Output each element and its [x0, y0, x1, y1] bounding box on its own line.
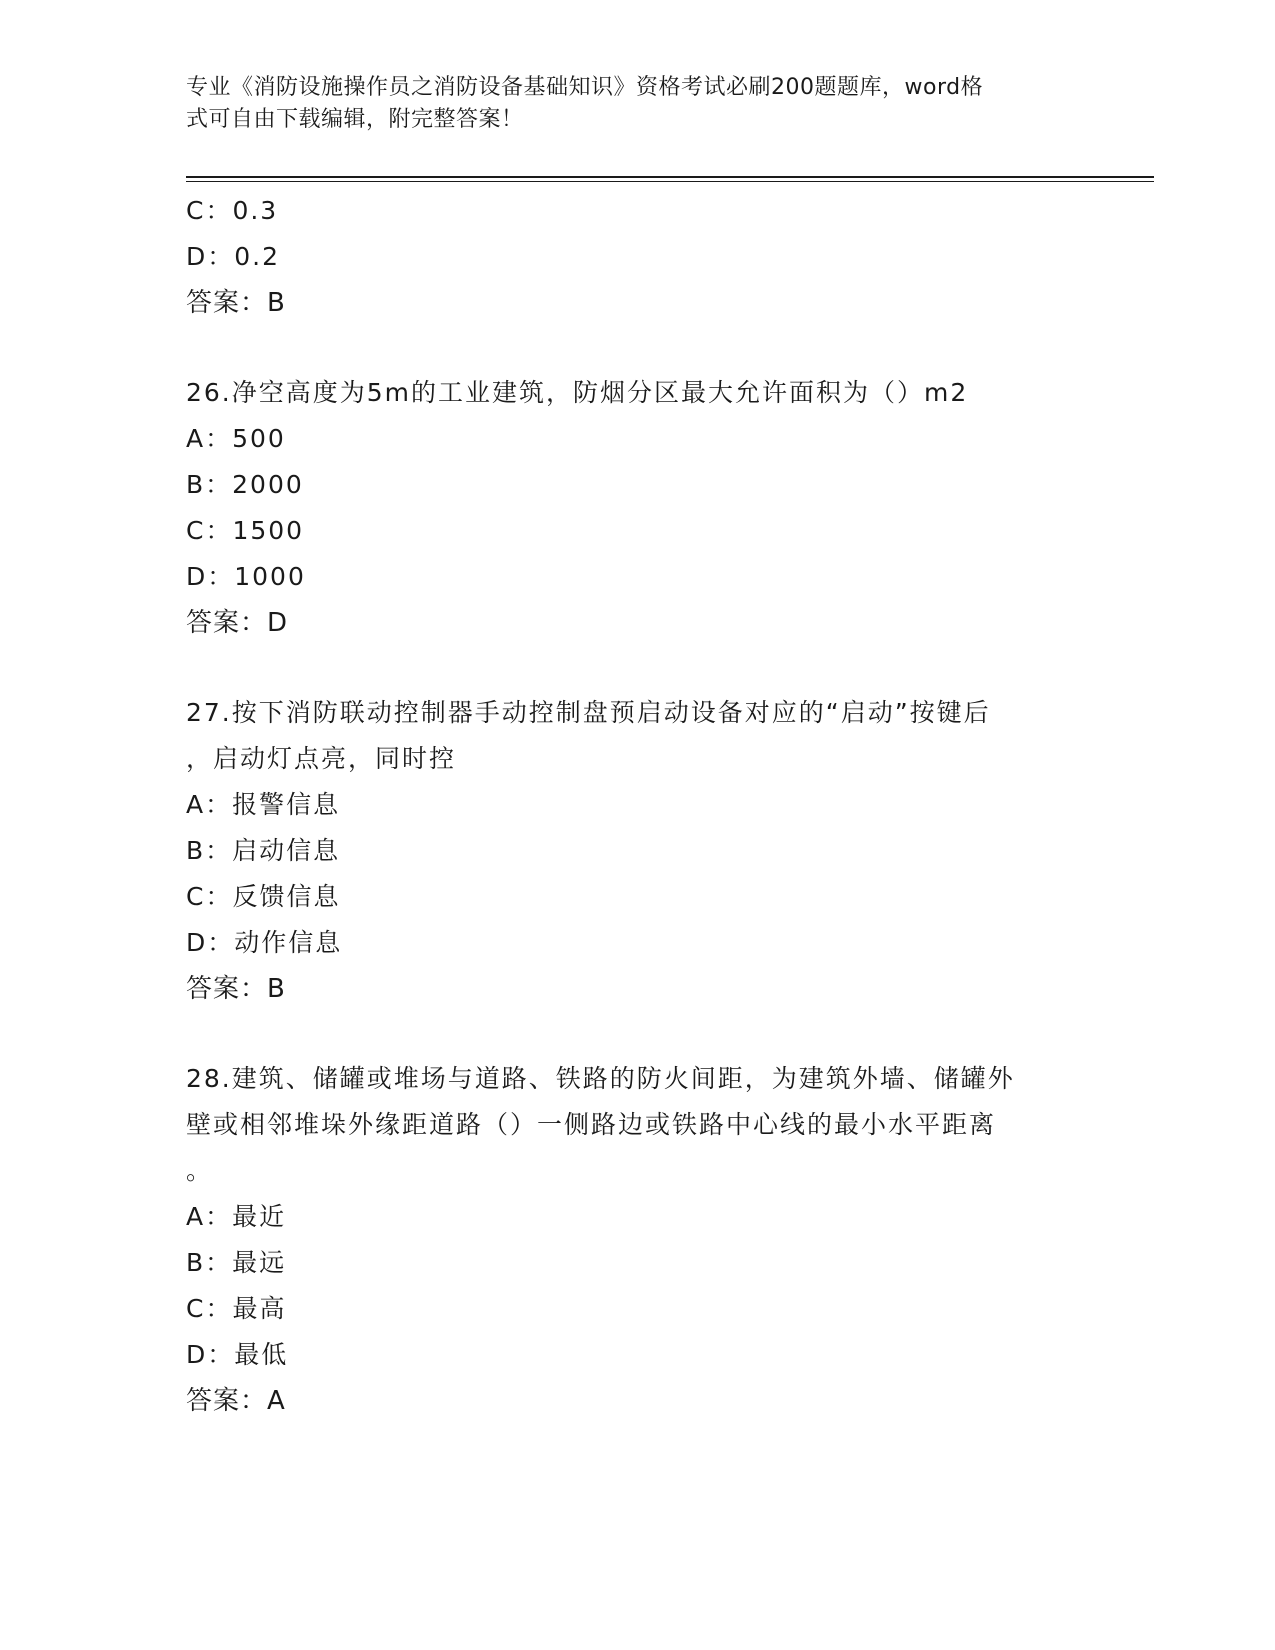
question-text-cont: 。 — [186, 1156, 214, 1185]
option-c: C：1500 — [186, 516, 305, 545]
option-a: A：500 — [186, 424, 286, 453]
option-d: D：最低 — [186, 1340, 289, 1369]
option-b: B：启动信息 — [186, 836, 341, 865]
question-text-cont: 壁或相邻堆垛外缘距道路（）一侧路边或铁路中心线的最小水平距离 — [186, 1110, 997, 1139]
answer: 答案：D — [186, 608, 289, 638]
option-d: D：1000 — [186, 562, 306, 591]
option-c: C：0.3 — [186, 196, 279, 225]
spacer — [186, 326, 1086, 370]
previous-question-tail — [186, 188, 1086, 326]
header-divider-thin — [186, 181, 1154, 182]
question-list — [186, 188, 1086, 1424]
option-a: A：报警信息 — [186, 790, 341, 819]
question-text: 27.按下消防联动控制器手动控制盘预启动设备对应的“启动”按键后 — [186, 698, 991, 727]
question-26 — [186, 370, 1086, 646]
answer: 答案：B — [186, 974, 286, 1004]
question-28 — [186, 1056, 1086, 1424]
answer: 答案：A — [186, 1386, 286, 1416]
option-c: C：最高 — [186, 1294, 287, 1323]
question-text: 28.建筑、储罐或堆场与道路、铁路的防火间距，为建筑外墙、储罐外 — [186, 1064, 1015, 1093]
header-line-1: 专业《消防设施操作员之消防设备基础知识》资格考试必刷200题题库，word格 — [186, 75, 984, 100]
header-line-2: 式可自由下载编辑，附完整答案！ — [186, 107, 524, 132]
answer: 答案：B — [186, 288, 286, 318]
spacer — [186, 646, 1086, 690]
option-a: A：最近 — [186, 1202, 287, 1231]
question-text: 26.净空高度为5m的工业建筑，防烟分区最大允许面积为（）m2 — [186, 378, 969, 407]
option-b: B：最远 — [186, 1248, 287, 1277]
question-text-cont: ，启动灯点亮，同时控 — [186, 744, 457, 773]
option-d: D：0.2 — [186, 242, 281, 271]
question-27 — [186, 690, 1086, 1012]
spacer — [186, 1012, 1086, 1056]
option-c: C：反馈信息 — [186, 882, 341, 911]
document-header — [186, 72, 1066, 136]
header-divider-thick — [186, 176, 1154, 178]
option-b: B：2000 — [186, 470, 304, 499]
option-d: D：动作信息 — [186, 928, 343, 957]
